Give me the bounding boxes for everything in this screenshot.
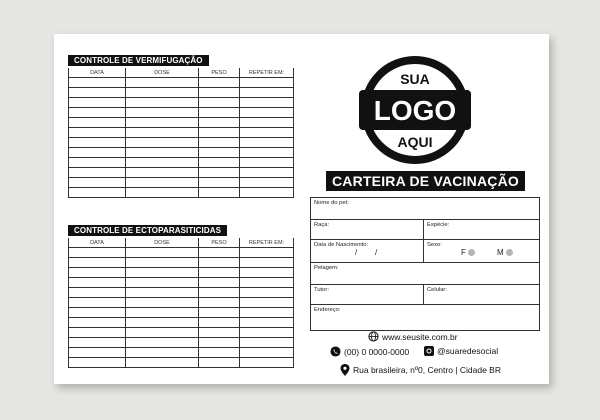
- contact-address: [340, 364, 501, 376]
- verm-table: [68, 68, 294, 198]
- table-cell[interactable]: [126, 248, 199, 258]
- table-cell[interactable]: [69, 98, 126, 108]
- contact-social-text: @suaredesocial: [437, 346, 499, 356]
- sexo-f-label: F: [461, 248, 466, 257]
- table-cell[interactable]: [199, 118, 240, 128]
- pet-info-form: [310, 197, 540, 331]
- table-cell[interactable]: [69, 168, 126, 178]
- table-cell[interactable]: [240, 358, 294, 368]
- table-cell[interactable]: [240, 188, 294, 198]
- table-row: [69, 88, 294, 98]
- table-cell[interactable]: [240, 98, 294, 108]
- table-cell[interactable]: [240, 138, 294, 148]
- table-cell[interactable]: [126, 88, 199, 98]
- table-row: [69, 308, 294, 318]
- contact-site: [368, 331, 458, 342]
- field-raca-label: Raça:: [314, 222, 330, 228]
- table-cell[interactable]: [126, 308, 199, 318]
- card-title: CARTEIRA DE VACINAÇÃO: [326, 171, 525, 191]
- table-cell[interactable]: [126, 338, 199, 348]
- table-cell[interactable]: [126, 258, 199, 268]
- ecto-col-dose: DOSE: [126, 238, 199, 248]
- verm-col-dose: DOSE: [126, 68, 199, 78]
- table-cell[interactable]: [69, 118, 126, 128]
- table-cell[interactable]: [126, 148, 199, 158]
- table-cell[interactable]: [240, 108, 294, 118]
- table-cell[interactable]: [69, 148, 126, 158]
- ecto-table: [68, 238, 294, 368]
- table-cell[interactable]: [126, 168, 199, 178]
- table-cell[interactable]: [69, 338, 126, 348]
- table-cell[interactable]: [69, 188, 126, 198]
- sexo-m-label: M: [497, 248, 504, 257]
- table-cell[interactable]: [126, 328, 199, 338]
- table-cell[interactable]: [240, 328, 294, 338]
- table-cell[interactable]: [69, 108, 126, 118]
- table-row: [69, 118, 294, 128]
- table-row: [69, 188, 294, 198]
- table-cell[interactable]: [69, 268, 126, 278]
- table-row: [69, 328, 294, 338]
- table-cell[interactable]: [126, 278, 199, 288]
- table-cell[interactable]: [69, 78, 126, 88]
- table-cell[interactable]: [69, 318, 126, 328]
- table-cell[interactable]: [126, 138, 199, 148]
- table-row: [69, 248, 294, 258]
- table-cell[interactable]: [126, 158, 199, 168]
- sexo-m-option[interactable]: [497, 248, 513, 257]
- table-cell[interactable]: [199, 358, 240, 368]
- ecto-col-peso: PESO: [199, 238, 240, 248]
- table-cell[interactable]: [126, 268, 199, 278]
- table-cell[interactable]: [199, 308, 240, 318]
- table-cell[interactable]: [69, 328, 126, 338]
- table-cell[interactable]: [240, 288, 294, 298]
- logo-placeholder: [359, 54, 471, 166]
- table-cell[interactable]: [199, 168, 240, 178]
- table-cell[interactable]: [240, 278, 294, 288]
- table-cell[interactable]: [199, 148, 240, 158]
- field-nascimento-label: Data de Nascimento:: [314, 242, 369, 248]
- table-cell[interactable]: [199, 278, 240, 288]
- date-slash-2: /: [375, 248, 378, 257]
- table-cell[interactable]: [240, 348, 294, 358]
- ecto-title: CONTROLE DE ECTOPARASITICIDAS: [68, 225, 227, 236]
- contact-social: [424, 346, 498, 356]
- table-cell[interactable]: [240, 268, 294, 278]
- table-cell[interactable]: [199, 178, 240, 188]
- table-cell[interactable]: [69, 158, 126, 168]
- contact-site-text: www.seusite.com.br: [382, 331, 458, 342]
- table-cell[interactable]: [199, 88, 240, 98]
- table-cell[interactable]: [240, 338, 294, 348]
- field-nome-label: Nome do pet:: [314, 200, 349, 206]
- table-cell[interactable]: [240, 298, 294, 308]
- table-row: [69, 348, 294, 358]
- table-cell[interactable]: [126, 108, 199, 118]
- table-row: [69, 108, 294, 118]
- table-row: [69, 138, 294, 148]
- verm-title: CONTROLE DE VERMIFUGAÇÃO: [68, 55, 209, 66]
- table-cell[interactable]: [199, 158, 240, 168]
- table-cell[interactable]: [69, 298, 126, 308]
- field-endereco-label: Endereço:: [314, 307, 341, 313]
- table-cell[interactable]: [199, 98, 240, 108]
- logo-top-text: SUA: [400, 71, 430, 87]
- field-pelagem-label: Pelagem:: [314, 265, 339, 271]
- table-row: [69, 338, 294, 348]
- table-cell[interactable]: [199, 338, 240, 348]
- table-cell[interactable]: [240, 118, 294, 128]
- verm-col-repetir: REPETIR EM:: [240, 68, 294, 78]
- globe-icon: [368, 331, 379, 342]
- verm-col-peso: PESO: [199, 68, 240, 78]
- location-pin-icon: [340, 364, 350, 376]
- table-cell[interactable]: [199, 248, 240, 258]
- field-tutor-label: Tutor:: [314, 287, 329, 293]
- table-cell[interactable]: [69, 178, 126, 188]
- contact-phone-text: (00) 0 0000-0000: [344, 346, 410, 357]
- table-cell[interactable]: [199, 138, 240, 148]
- table-row: [69, 258, 294, 268]
- table-cell[interactable]: [69, 248, 126, 258]
- table-cell[interactable]: [126, 128, 199, 138]
- table-row: [69, 278, 294, 288]
- table-cell[interactable]: [126, 298, 199, 308]
- table-cell[interactable]: [240, 88, 294, 98]
- table-cell[interactable]: [126, 348, 199, 358]
- table-cell[interactable]: [240, 78, 294, 88]
- table-row: [69, 78, 294, 88]
- table-row: [69, 178, 294, 188]
- vaccination-card: [54, 34, 549, 384]
- table-row: [69, 128, 294, 138]
- table-cell[interactable]: [126, 178, 199, 188]
- table-cell[interactable]: [69, 288, 126, 298]
- table-cell[interactable]: [69, 348, 126, 358]
- table-cell[interactable]: [199, 78, 240, 88]
- table-cell[interactable]: [240, 308, 294, 318]
- sexo-f-checkbox[interactable]: [468, 249, 475, 256]
- table-cell[interactable]: [69, 308, 126, 318]
- table-cell[interactable]: [126, 98, 199, 108]
- table-cell[interactable]: [199, 288, 240, 298]
- table-row: [69, 268, 294, 278]
- table-cell[interactable]: [69, 358, 126, 368]
- table-cell[interactable]: [240, 158, 294, 168]
- table-cell[interactable]: [240, 318, 294, 328]
- table-cell[interactable]: [199, 348, 240, 358]
- sexo-m-checkbox[interactable]: [506, 249, 513, 256]
- table-cell[interactable]: [240, 128, 294, 138]
- field-celular-label: Celular:: [427, 287, 447, 293]
- table-cell[interactable]: [199, 128, 240, 138]
- table-row: [69, 358, 294, 368]
- table-cell[interactable]: [126, 188, 199, 198]
- table-row: [69, 158, 294, 168]
- table-cell[interactable]: [126, 118, 199, 128]
- logo-bottom-text: AQUI: [397, 134, 433, 150]
- field-sexo-label: Sexo:: [427, 242, 442, 248]
- logo-mid-text: LOGO: [373, 95, 457, 126]
- date-slash-1: /: [355, 248, 358, 257]
- table-cell[interactable]: [199, 318, 240, 328]
- table-row: [69, 148, 294, 158]
- table-row: [69, 98, 294, 108]
- table-cell[interactable]: [69, 258, 126, 268]
- table-cell[interactable]: [199, 268, 240, 278]
- ecto-col-repetir: REPETIR EM:: [240, 238, 294, 248]
- table-cell[interactable]: [69, 138, 126, 148]
- table-cell[interactable]: [69, 278, 126, 288]
- table-cell[interactable]: [240, 168, 294, 178]
- table-cell[interactable]: [199, 328, 240, 338]
- table-cell[interactable]: [199, 188, 240, 198]
- table-cell[interactable]: [199, 108, 240, 118]
- ecto-col-data: DATA: [69, 238, 126, 248]
- table-cell[interactable]: [69, 88, 126, 98]
- sexo-f-option[interactable]: [461, 248, 475, 257]
- table-cell[interactable]: [240, 248, 294, 258]
- table-row: [69, 168, 294, 178]
- table-cell[interactable]: [126, 288, 199, 298]
- field-especie-label: Espécie:: [427, 222, 450, 228]
- verm-col-data: DATA: [69, 68, 126, 78]
- table-cell[interactable]: [126, 358, 199, 368]
- table-cell[interactable]: [126, 78, 199, 88]
- table-cell[interactable]: [199, 298, 240, 308]
- table-cell[interactable]: [240, 178, 294, 188]
- contact-phone: [330, 346, 409, 357]
- instagram-icon: [424, 346, 434, 356]
- contact-address-text: Rua brasileira, nº0, Centro | Cidade BR: [353, 365, 501, 375]
- table-cell[interactable]: [199, 258, 240, 268]
- table-cell[interactable]: [240, 258, 294, 268]
- table-cell[interactable]: [240, 148, 294, 158]
- table-row: [69, 298, 294, 308]
- table-cell[interactable]: [126, 318, 199, 328]
- table-cell[interactable]: [69, 128, 126, 138]
- whatsapp-icon: [330, 346, 341, 357]
- table-row: [69, 318, 294, 328]
- table-row: [69, 288, 294, 298]
